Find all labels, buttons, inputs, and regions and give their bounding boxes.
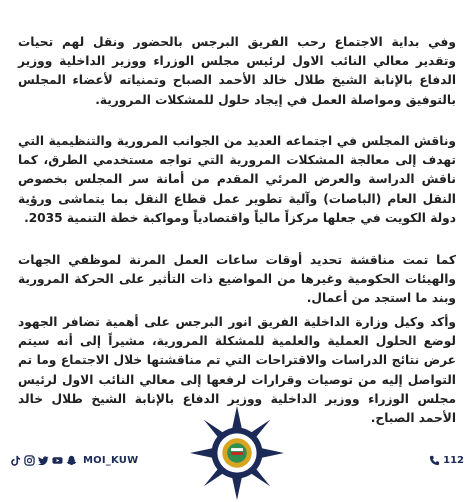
paragraph-4: وأكد وكيل وزارة الداخلية الفريق انور البرجس على أهمية تضافر الجهود لوضع الحلول العملية والعلمية للمشكلة المرورية، مشيراً إلى أنه سيتم عرض نتائج الدراسات والاقتراحات التي تم مناقشتها خلال الاجتماع وما تم التواصل إليه من توصيات وقرارات لرفعها إلى معالي النائب الاول لرئيس مجلس الوزراء ووزير الداخلية ووزير الدفاع بالإنابة الشيخ طلال خالد الأحمد الصباح. xyxy=(18,315,456,426)
snapchat-icon[interactable] xyxy=(66,455,77,466)
hotline-number: 112 xyxy=(443,454,464,466)
tiktok-icon[interactable] xyxy=(10,455,21,466)
paragraph-3: كما تمت مناقشة تحديد أوقات ساعات العمل المرنة لموظفي الجهات والهيئات الحكومية وغيرها من المواضيع ذات التأثير على الحركة المرورية وبند ما استجد من أعمال. xyxy=(18,253,456,306)
phone-icon xyxy=(429,455,440,466)
paragraph-1: وفي بداية الاجتماع رحب الفريق البرجس بالحضور ونقل لهم تحيات وتقدير معالي النائب الاول لرئيس مجلس الوزراء ووزير الداخلية ووزير الدفاع بالإنابة الشيخ طلال خالد الأحمد الصباح وتمنياته لأعضاء المجلس بالتوفيق ومواصلة العمل في إيجاد حلول للمشكلات المرورية. xyxy=(18,35,456,107)
social-links xyxy=(10,455,138,466)
paragraph-2: وناقش المجلس في اجتماعه العديد من الجوانب المرورية والتنظيمية التي تهدف إلى معالجة المشكلات المرورية التي تواجه مستخدمي الطرق، كما ناقش الدراسة والعرض المرئي المقدم من أمانة سر المجلس بخصوص النقل العام (الباصات) وآلية تطوير عمل قطاع النقل بما يتماشى ورؤية دولة الكويت في جعلها مركزاً مالياً واقتصادياً ومواكبة خطة التنمية 2035. xyxy=(18,134,456,225)
twitter-icon[interactable] xyxy=(38,455,49,466)
footer-bar xyxy=(0,446,474,474)
account-handle[interactable]: MOI_KUW xyxy=(83,454,139,466)
instagram-icon[interactable] xyxy=(24,455,35,466)
youtube-icon[interactable] xyxy=(52,455,63,466)
hotline[interactable] xyxy=(429,455,464,466)
